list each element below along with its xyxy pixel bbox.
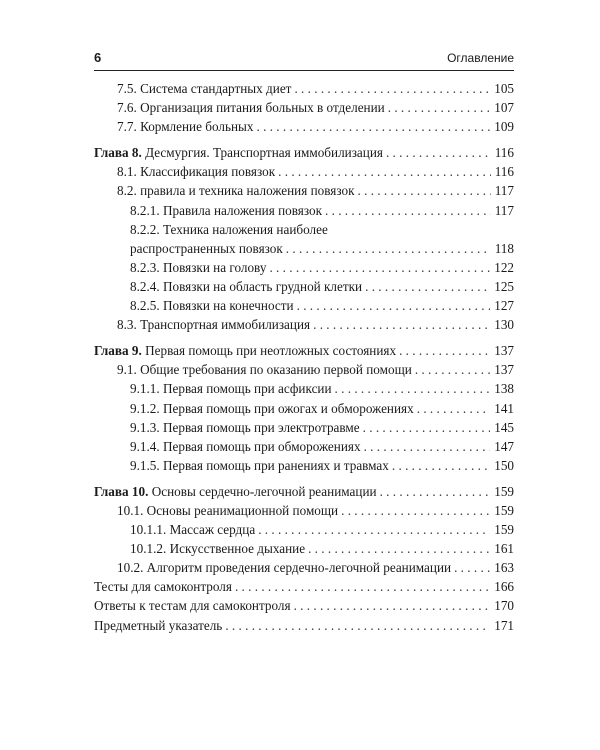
dot-leader <box>364 437 491 456</box>
toc-entry[interactable] <box>94 399 514 418</box>
toc-page-number: 161 <box>494 541 514 557</box>
table-of-contents <box>94 79 514 635</box>
toc-entry-label: 7.7. Кормление больных <box>117 119 254 135</box>
toc-page-number: 159 <box>494 502 514 518</box>
toc-page-number: 125 <box>494 278 514 294</box>
toc-entry-label: 8.3. Транспортная иммобилизация <box>117 317 311 333</box>
toc-page-number: 107 <box>494 100 514 116</box>
toc-entry[interactable] <box>94 577 514 596</box>
toc-entry-label: 8.2.1. Правила наложения повязок <box>130 202 322 218</box>
toc-page-number: 127 <box>494 298 514 314</box>
dot-leader <box>399 341 490 360</box>
toc-entry[interactable] <box>94 616 514 635</box>
running-title: Оглавление <box>447 51 514 65</box>
dot-leader <box>286 239 491 258</box>
toc-entry-label: 7.5. Система стандартных диет <box>117 81 292 96</box>
toc-page-number: 163 <box>494 560 514 576</box>
dot-leader <box>417 399 491 418</box>
toc-page-number: 150 <box>494 457 514 473</box>
toc-entry-label: Предметный указатель <box>94 617 223 633</box>
dot-leader <box>335 379 491 398</box>
dot-leader <box>258 520 490 539</box>
toc-page-number: 147 <box>494 438 514 454</box>
chapter-title: Первая помощь при неотложных состояниях <box>145 343 397 359</box>
toc-page-number: 117 <box>494 183 514 199</box>
toc-entry-label: 7.6. Организация питания больных в отделении <box>117 100 385 116</box>
toc-entry[interactable] <box>94 456 514 475</box>
toc-entry[interactable] <box>94 539 514 558</box>
toc-entry[interactable] <box>94 117 514 136</box>
toc-entry[interactable] <box>94 98 514 117</box>
toc-entry-label: 8.2.5. Повязки на конечности <box>130 298 294 314</box>
dot-leader <box>294 596 491 615</box>
toc-entry-label <box>94 482 377 501</box>
toc-page-number: 122 <box>494 259 514 275</box>
toc-page-number: 116 <box>494 164 514 180</box>
toc-entry-label: 9.1.4. Первая помощь при обморожениях <box>130 438 361 454</box>
toc-entry[interactable] <box>94 181 514 200</box>
toc-entry[interactable] <box>94 79 514 98</box>
toc-page-number: 137 <box>494 362 514 378</box>
dot-leader <box>294 79 490 98</box>
dot-leader <box>225 616 490 635</box>
toc-page-number: 159 <box>494 522 514 538</box>
toc-entry-label <box>94 341 396 360</box>
chapter-prefix: Глава 8. <box>94 145 142 161</box>
dot-leader <box>308 539 490 558</box>
dot-leader <box>392 456 490 475</box>
toc-entry[interactable] <box>94 520 514 539</box>
dot-leader <box>297 296 491 315</box>
toc-entry[interactable] <box>94 277 514 296</box>
toc-entry-label: 9.1.1. Первая помощь при асфиксии <box>130 381 332 397</box>
chapter-prefix: Глава 9. <box>94 343 142 359</box>
toc-entry-label: 8.2.3. Повязки на голову <box>130 259 267 275</box>
toc-entry-label <box>94 143 383 162</box>
dot-leader <box>454 558 490 577</box>
toc-entry[interactable] <box>94 162 514 181</box>
toc-page-number: 116 <box>494 145 514 161</box>
toc-chapter-8[interactable] <box>94 143 514 162</box>
toc-page-number: 117 <box>494 202 514 218</box>
toc-page-number: 109 <box>494 119 514 135</box>
toc-entry-label: Ответы к тестам для самоконтроля <box>94 598 291 614</box>
dot-leader <box>269 258 490 277</box>
toc-entry-label: Тесты для самоконтроля <box>94 579 232 595</box>
toc-chapter-10[interactable] <box>94 482 514 501</box>
dot-leader <box>388 98 491 117</box>
toc-page-number: 130 <box>494 317 514 333</box>
page-number: 6 <box>94 50 102 65</box>
dot-leader <box>363 418 491 437</box>
toc-page-number: 105 <box>494 81 514 96</box>
toc-entry[interactable] <box>94 501 514 520</box>
dot-leader <box>415 360 490 379</box>
toc-entry-label: 10.1.2. Искусственное дыхание <box>130 541 306 557</box>
chapter-title: Десмургия. Транспортная иммобилизация <box>145 145 383 161</box>
toc-entry-label: 10.1. Основы реанимационной помощи <box>117 502 339 518</box>
toc-page-number: 118 <box>494 240 514 256</box>
toc-page-number: 138 <box>494 381 514 397</box>
toc-page-number: 159 <box>494 483 514 499</box>
toc-entry-label: 10.2. Алгоритм проведения сердечно-легочной реанимации <box>117 560 452 576</box>
toc-page-number: 145 <box>494 419 514 435</box>
toc-entry-label: 10.1.1. Массаж сердца <box>130 522 256 538</box>
toc-entry-label: 9.1.3. Первая помощь при электротравме <box>130 419 360 435</box>
toc-entry[interactable] <box>94 258 514 277</box>
toc-entry-label: 8.2. правила и техника наложения повязок <box>117 183 355 199</box>
toc-page-number: 166 <box>494 579 514 595</box>
toc-page-number: 170 <box>494 598 514 614</box>
toc-entry[interactable] <box>94 239 514 258</box>
toc-entry[interactable] <box>94 201 514 220</box>
dot-leader <box>235 577 490 596</box>
toc-entry-label: 9.1.2. Первая помощь при ожогах и обморожениях <box>130 400 414 416</box>
toc-entry[interactable] <box>94 558 514 577</box>
toc-entry[interactable] <box>94 296 514 315</box>
toc-entry[interactable] <box>94 315 514 334</box>
toc-entry[interactable] <box>94 596 514 615</box>
toc-entry-label: 8.1. Классификация повязок <box>117 164 276 180</box>
toc-page-number: 141 <box>494 400 514 416</box>
dot-leader <box>380 482 491 501</box>
dot-leader <box>278 162 491 181</box>
toc-entry-label: 9.1.5. Первая помощь при ранениях и травмах <box>130 457 389 473</box>
dot-leader <box>358 181 491 200</box>
toc-entry[interactable] <box>94 418 514 437</box>
dot-leader <box>365 277 490 296</box>
chapter-title: Основы сердечно-легочной реанимации <box>151 483 377 499</box>
toc-entry[interactable] <box>94 360 514 379</box>
toc-page-number: 137 <box>494 343 514 359</box>
page-header <box>94 50 514 71</box>
toc-entry[interactable] <box>94 379 514 398</box>
toc-chapter-9[interactable] <box>94 341 514 360</box>
dot-leader <box>313 315 490 334</box>
toc-entry-label: 9.1. Общие требования по оказанию первой помощи <box>117 362 412 378</box>
toc-page-number: 171 <box>494 617 514 633</box>
toc-entry-label: распространенных повязок <box>130 240 283 256</box>
dot-leader <box>386 143 491 162</box>
dot-leader <box>341 501 490 520</box>
toc-entry[interactable] <box>94 437 514 456</box>
chapter-prefix: Глава 10. <box>94 483 149 499</box>
dot-leader <box>257 117 491 136</box>
toc-entry-first-line[interactable]: 8.2.2. Техника наложения наиболее <box>130 221 328 237</box>
toc-entry-label: 8.2.4. Повязки на область грудной клетки <box>130 278 363 294</box>
dot-leader <box>325 201 491 220</box>
